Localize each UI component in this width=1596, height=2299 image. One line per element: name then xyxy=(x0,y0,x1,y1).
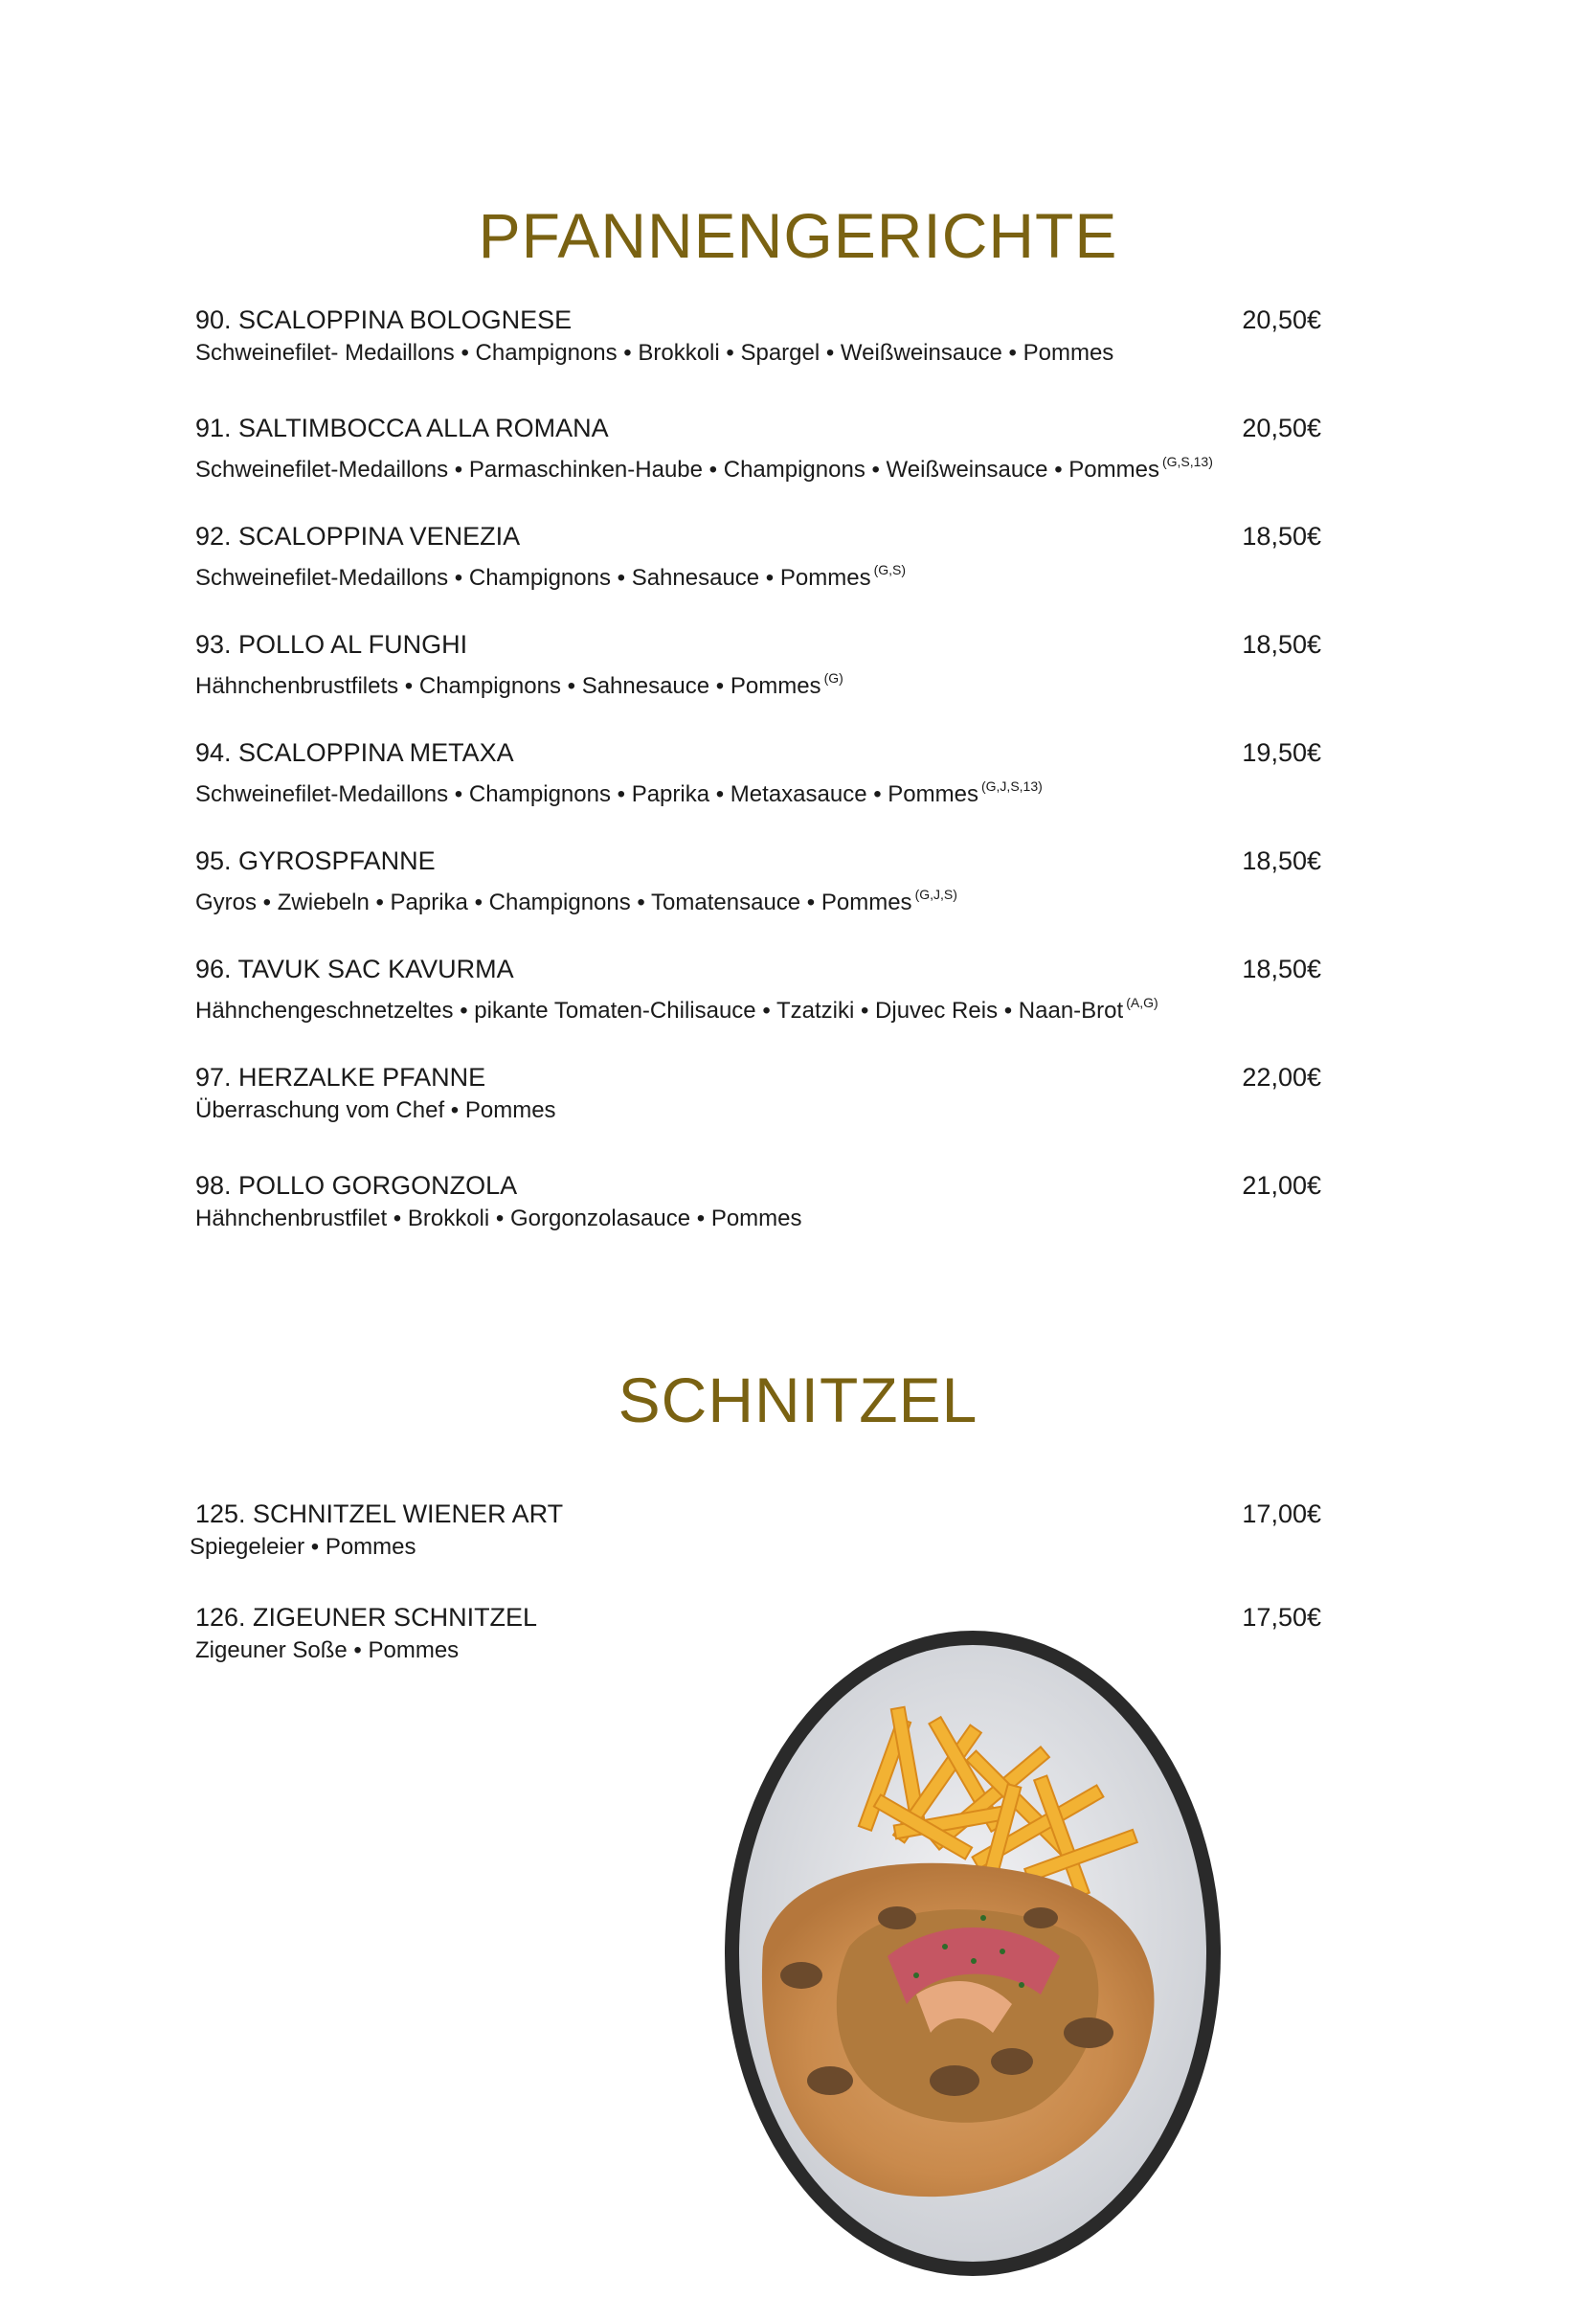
item-description: Hähnchenbrustfilets • Champignons • Sahnesauce • Pommes xyxy=(195,673,821,699)
item-price: 22,00€ xyxy=(1242,1063,1321,1092)
allergen-codes: (A,G) xyxy=(1126,995,1158,1010)
item-name: 126. ZIGEUNER SCHNITZEL xyxy=(195,1603,538,1632)
item-price: 20,50€ xyxy=(1242,414,1321,442)
item-name: 94. SCALOPPINA METAXA xyxy=(195,738,514,767)
item-name: 93. POLLO AL FUNGHI xyxy=(195,630,468,659)
menu-item-91 xyxy=(195,411,1321,486)
item-description: Hähnchenbrustfilet • Brokkoli • Gorgonzolasauce • Pommes xyxy=(195,1206,802,1231)
item-description: Überraschung vom Chef • Pommes xyxy=(195,1097,556,1123)
item-description: Schweinefilet-Medaillons • Champignons • Paprika • Metaxasauce • Pommes xyxy=(195,781,978,807)
allergen-codes: (G,S) xyxy=(873,562,907,577)
dish-illustration xyxy=(725,1631,1221,2276)
item-description: Hähnchengeschnetzeltes • pikante Tomaten-Chilisauce • Tzatziki • Djuvec Reis • Naan-Brot xyxy=(195,998,1124,1024)
section-title-pfannengerichte: PFANNENGERICHTE xyxy=(478,200,1118,271)
item-name: 95. GYROSPFANNE xyxy=(195,846,436,875)
item-description: Gyros • Zwiebeln • Paprika • Champignons • Tomatensauce • Pommes xyxy=(195,890,912,915)
item-name: 90. SCALOPPINA BOLOGNESE xyxy=(195,305,573,334)
item-name: 91. SALTIMBOCCA ALLA ROMANA xyxy=(195,414,609,442)
item-price: 18,50€ xyxy=(1242,955,1321,983)
menu-item-93 xyxy=(195,627,1321,703)
item-price: 18,50€ xyxy=(1242,846,1321,875)
item-price: 20,50€ xyxy=(1242,305,1321,334)
item-name: 96. TAVUK SAC KAVURMA xyxy=(195,955,514,983)
allergen-codes: (G,S,13) xyxy=(1161,454,1213,469)
item-price: 18,50€ xyxy=(1242,522,1321,551)
item-price: 21,00€ xyxy=(1242,1171,1321,1200)
allergen-codes: (G,J,S,13) xyxy=(980,778,1043,794)
menu-item-92 xyxy=(195,519,1321,595)
item-description: Schweinefilet-Medaillons • Champignons • Sahnesauce • Pommes xyxy=(195,565,871,591)
food-plate-photo xyxy=(725,1631,1221,2276)
item-name: 97. HERZALKE PFANNE xyxy=(195,1063,486,1092)
item-name: 125. SCHNITZEL WIENER ART xyxy=(195,1499,564,1528)
item-price: 18,50€ xyxy=(1242,630,1321,659)
menu-item-126 xyxy=(195,1600,1321,1667)
item-name: 92. SCALOPPINA VENEZIA xyxy=(195,522,521,551)
item-description: Schweinefilet-Medaillons • Parmaschinken-Haube • Champignons • Weißweinsauce • Pommes xyxy=(195,457,1159,483)
menu-item-98 xyxy=(195,1168,1321,1235)
item-description: Spiegeleier • Pommes xyxy=(190,1534,416,1560)
allergen-codes: (G,J,S) xyxy=(914,887,957,902)
item-name: 98. POLLO GORGONZOLA xyxy=(195,1171,518,1200)
menu-item-95 xyxy=(195,844,1321,919)
section-title-schnitzel: SCHNITZEL xyxy=(618,1364,978,1435)
menu-item-97 xyxy=(195,1060,1321,1127)
item-price: 17,00€ xyxy=(1242,1499,1321,1528)
menu-item-90 xyxy=(195,303,1321,370)
menu-item-94 xyxy=(195,735,1321,811)
allergen-codes: (G) xyxy=(823,670,843,686)
menu-item-125 xyxy=(190,1497,1321,1564)
item-price: 19,50€ xyxy=(1242,738,1321,767)
item-price: 17,50€ xyxy=(1242,1603,1321,1632)
item-description: Zigeuner Soße • Pommes xyxy=(195,1637,460,1663)
menu-item-96 xyxy=(195,952,1321,1027)
item-description: Schweinefilet- Medaillons • Champignons • Brokkoli • Spargel • Weißweinsauce • Pommes xyxy=(195,340,1114,366)
